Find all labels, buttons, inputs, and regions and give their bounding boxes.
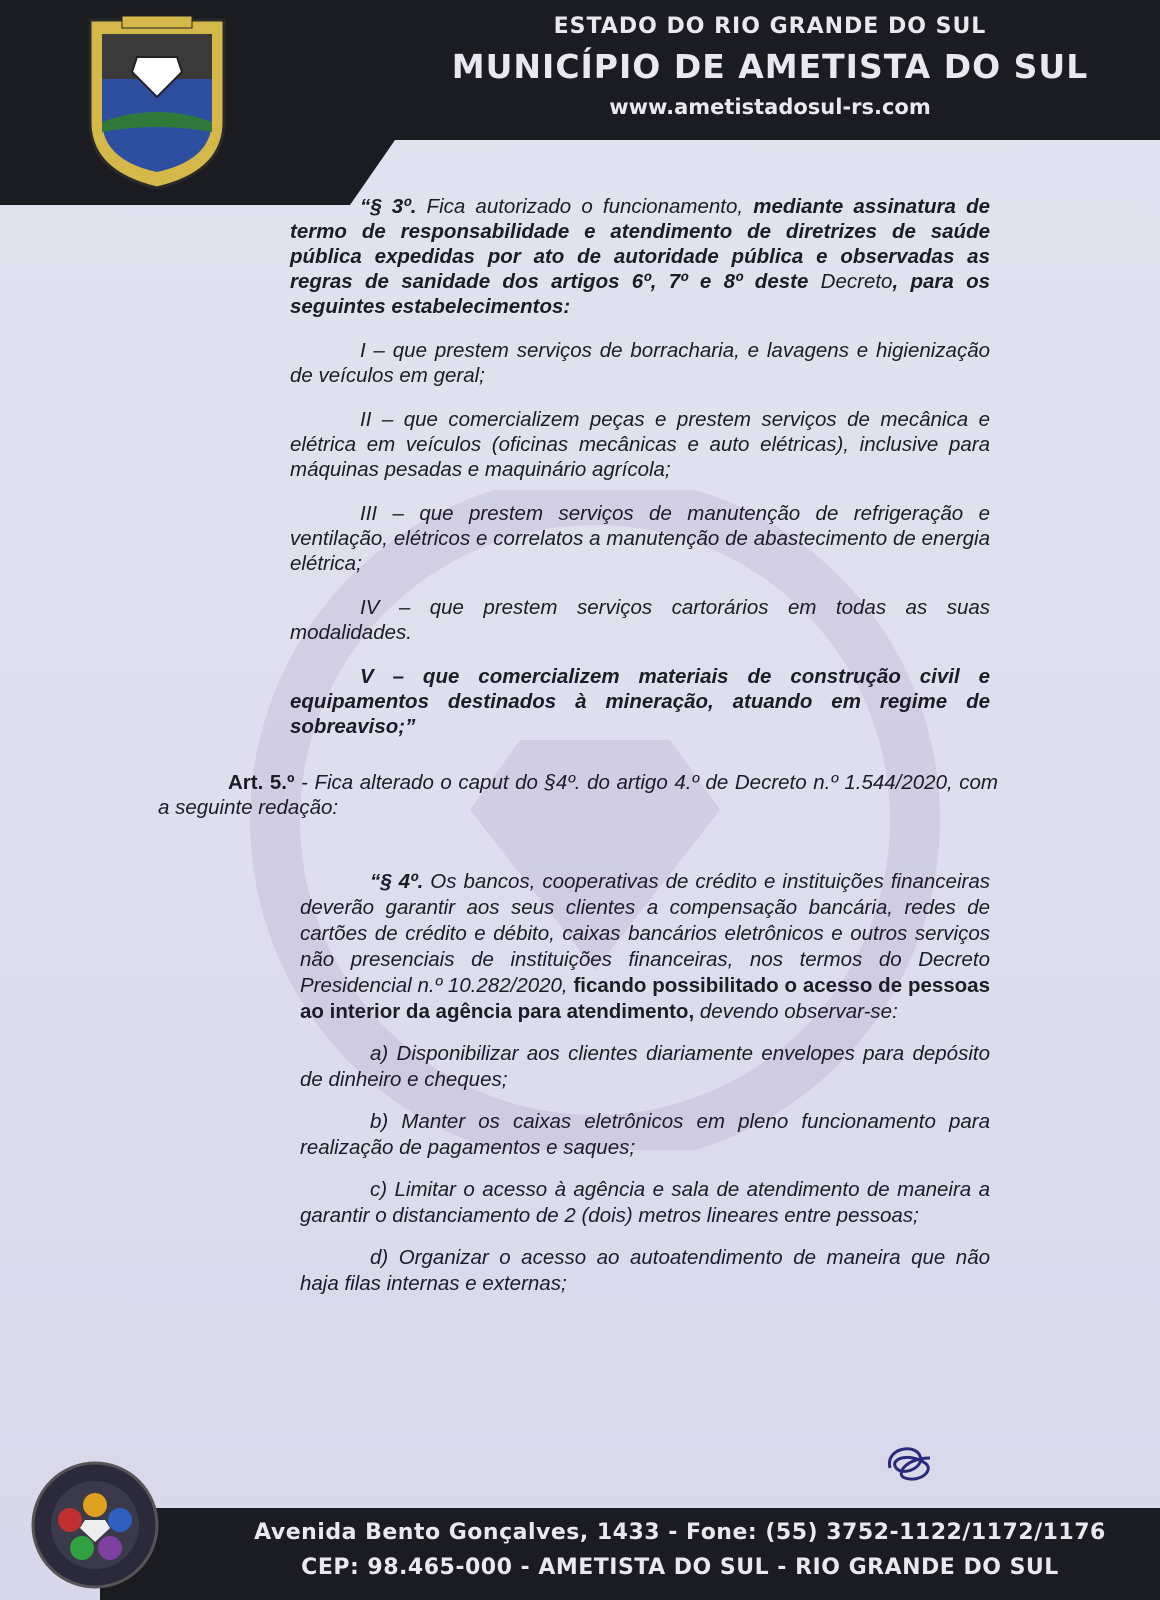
section-4-intro: “§ 4º. Os bancos, cooperativas de crédito e instituições financeiras deverão garantir aos seus clientes a compensação bancária, redes de cartões de crédito e débito, caixas bancários eletrônicos e outros serviços não presenciais de instituições financeiras, nos termos do Decreto Presidencial n.º 10.282/2020, ficando possibilitado o acesso de pessoas ao interior da agência para atendimento, devendo observar-se: xyxy=(300,870,990,1023)
section-4-item-b: b) Manter os caixas eletrônicos em pleno funcionamento para realização de pagamentos e saques; xyxy=(300,1110,990,1159)
section-4-item-d: d) Organizar o acesso ao autoatendimento de maneira que não haja filas internas e externas; xyxy=(300,1246,990,1295)
section-3-intro: “§ 3º. Fica autorizado o funcionamento, mediante assinatura de termo de responsabilidade e atendimento de diretrizes de saúde pública expedidas por ato de autoridade pública e observadas as regras de sanidade dos artigos 6º, 7º e 8º deste Decreto, para os seguintes estabelecimentos: xyxy=(290,195,990,318)
article-5-block xyxy=(158,770,998,820)
section-4-item-c: c) Limitar o acesso à agência e sala de atendimento de maneira a garantir o distanciamento de 2 (dois) metros lineares entre pessoas; xyxy=(300,1178,990,1227)
footer-cep: CEP: 98.465-000 - AMETISTA DO SUL - RIO GRANDE DO SUL xyxy=(301,1555,1059,1580)
section-4-block xyxy=(300,869,990,1297)
municipal-crest-icon xyxy=(82,12,232,190)
footer-text xyxy=(200,1520,1160,1580)
section-3-item-iv: IV – que prestem serviços cartorários em todas as suas modalidades. xyxy=(290,596,990,644)
section-3-item-iii: III – que prestem serviços de manutenção de refrigeração e ventilação, elétricos e correlatos a manutenção de abastecimento de energia elétrica; xyxy=(290,502,990,575)
section-4-lead: “§ 4º. xyxy=(370,870,424,893)
section-3-block xyxy=(290,194,990,739)
section-3-item-i: I – que prestem serviços de borracharia, e lavagens e higienização de veículos em geral; xyxy=(290,339,990,387)
slogan-badge-icon xyxy=(30,1460,160,1590)
state-name: ESTADO DO RIO GRANDE DO SUL xyxy=(553,14,987,39)
article-5-text: - Fica alterado o caput do §4º. do artigo 4.º de Decreto n.º 1.544/2020, com a seguinte redação: xyxy=(158,771,998,819)
signature-initials xyxy=(880,1438,940,1488)
section-3-item-ii: II – que comercializem peças e prestem serviços de mecânica e elétrica em veículos (oficinas mecânicas e auto elétricas), inclusive para máquinas pesadas e maquinário agrícola; xyxy=(290,408,990,481)
municipality-name: MUNICÍPIO DE AMETISTA DO SUL xyxy=(451,47,1089,86)
section-3-item-v: V – que comercializem materiais de construção civil e equipamentos destinados à mineração, atuando em regime de sobreaviso;” xyxy=(290,665,990,738)
article-5-label: Art. 5.º xyxy=(228,771,295,794)
header-text xyxy=(400,14,1140,119)
website-link[interactable]: www.ametistadosul-rs.com xyxy=(609,95,931,119)
section-3-lead: “§ 3º. xyxy=(360,195,417,218)
section-4-item-a: a) Disponibilizar aos clientes diariamente envelopes para depósito de dinheiro e cheques; xyxy=(300,1042,990,1091)
footer-address: Avenida Bento Gonçalves, 1433 - Fone: (55) 3752-1122/1172/1176 xyxy=(254,1520,1106,1545)
